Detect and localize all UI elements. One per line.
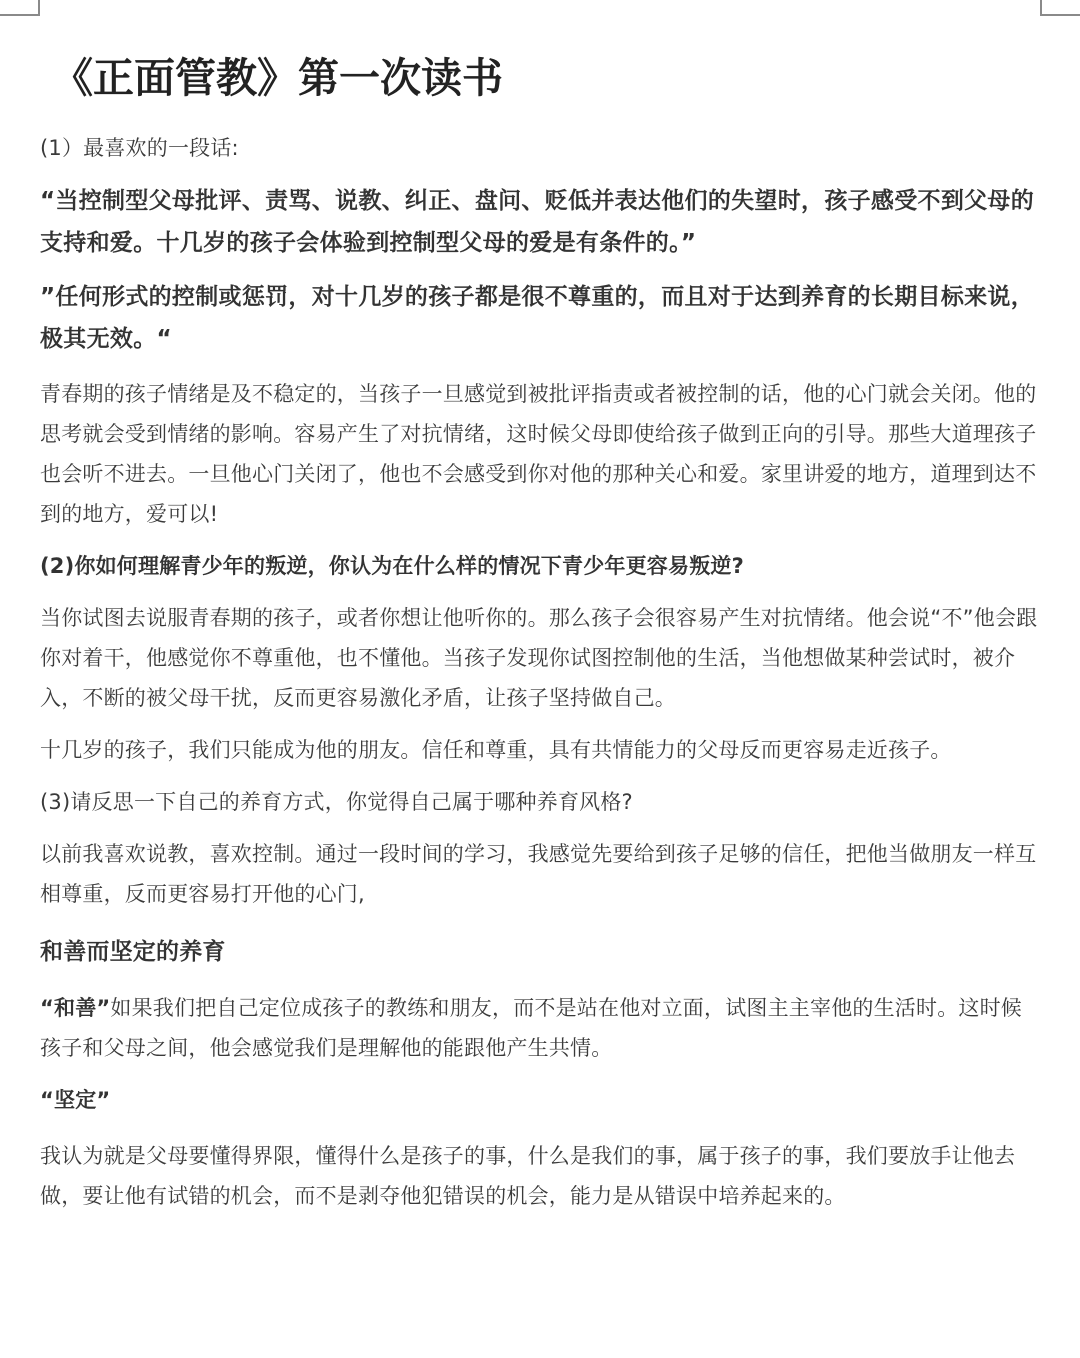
document-body	[40, 50, 1040, 1216]
section-1-label: (1）最喜欢的一段话:	[40, 136, 239, 160]
favorite-quote-1: “当控制型父母批评、责骂、说教、纠正、盘问、贬低并表达他们的失望时，孩子感受不到父母的支持和爱。十几岁的孩子会体验到控制型父母的爱是有条件的。”	[40, 188, 1035, 256]
question-3: (3)请反思一下自己的养育方式，你觉得自己属于哪种养育风格?	[40, 790, 633, 814]
kind-label: “和善”	[40, 996, 111, 1020]
kind-paragraph	[40, 988, 1040, 1068]
favorite-quote-2: ”任何形式的控制或惩罚，对十几岁的孩子都是很不尊重的，而且对于达到养育的长期目标来说，极其无效。“	[40, 284, 1035, 352]
answer-2-paragraph-2: 十几岁的孩子，我们只能成为他的朋友。信任和尊重，具有共情能力的父母反而更容易走近孩子。	[40, 738, 952, 762]
firm-paragraph: 我认为就是父母要懂得界限，懂得什么是孩子的事，什么是我们的事，属于孩子的事，我们要放手让他去做，要让他有试错的机会，而不是剥夺他犯错误的机会，能力是从错误中培养起来的。	[40, 1144, 1016, 1208]
question-2: (2)你如何理解青少年的叛逆，你认为在什么样的情况下青少年更容易叛逆?	[40, 554, 744, 578]
crop-mark-top-left	[0, 0, 40, 16]
page-title: 《正面管教》第一次读书	[52, 54, 503, 102]
section-heading-kind-and-firm: 和善而坚定的养育	[40, 939, 226, 965]
kind-text: 如果我们把自己定位成孩子的教练和朋友，而不是站在他对立面，试图主主宰他的生活时。这时候孩子和父母之间，他会感觉我们是理解他的能跟他产生共情。	[40, 996, 1023, 1060]
firm-label: “坚定”	[40, 1088, 111, 1112]
crop-mark-top-right	[1040, 0, 1080, 16]
reflection-paragraph-1: 青春期的孩子情绪是及不稳定的，当孩子一旦感觉到被批评指责或者被控制的话，他的心门就会关闭。他的思考就会受到情绪的影响。容易产生了对抗情绪，这时候父母即使给孩子做到正向的引导。那些大道理孩子也会听不进去。一旦他心门关闭了，他也不会感受到你对他的那种关心和爱。家里讲爱的地方，道理到达不到的地方，爱可以!	[40, 382, 1037, 526]
answer-3-paragraph: 以前我喜欢说教，喜欢控制。通过一段时间的学习，我感觉先要给到孩子足够的信任，把他当做朋友一样互相尊重，反而更容易打开他的心门,	[40, 842, 1037, 906]
answer-2-paragraph-1: 当你试图去说服青春期的孩子，或者你想让他听你的。那么孩子会很容易产生对抗情绪。他会说“不”他会跟你对着干，他感觉你不尊重他，也不懂他。当孩子发现你试图控制他的生活，当他想做某种尝试时，被介入，不断的被父母干扰，反而更容易激化矛盾，让孩子坚持做自己。	[40, 606, 1038, 710]
